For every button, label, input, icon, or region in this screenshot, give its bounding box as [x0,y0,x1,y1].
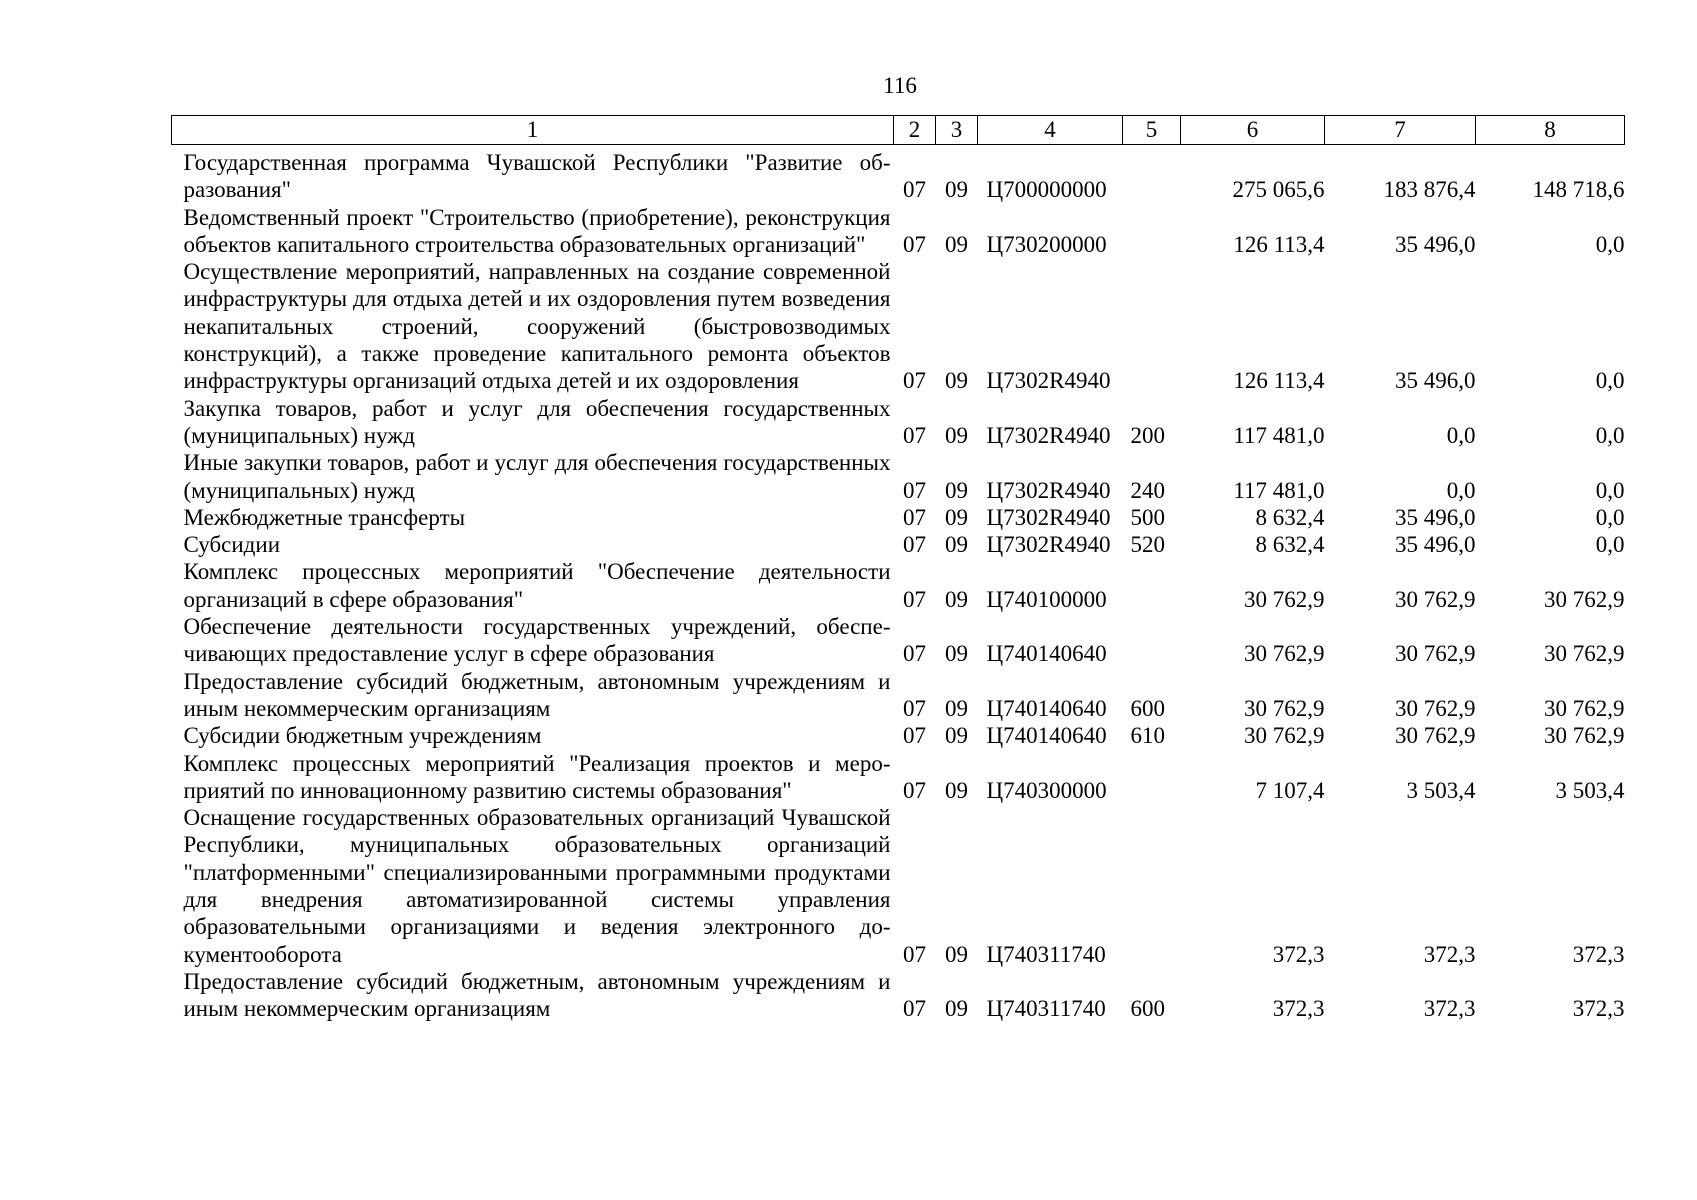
row-subsection-code: 09 [945,422,968,448]
row-amount-col-7: 0,0 [1446,422,1476,448]
row-amount-col-6: 372,3 [1272,941,1325,967]
table-row [172,204,1625,259]
table-row [172,145,1625,204]
row-description: Субсидии [183,532,281,558]
row-amount-col-8: 0,0 [1595,422,1625,448]
row-amount-col-8: 0,0 [1595,504,1625,530]
row-description: Межбюджетные трансферты [183,504,466,530]
row-amount-col-7: 35 496,0 [1395,532,1476,558]
row-expense-type [1123,258,1181,394]
row-section-code: 07 [903,368,926,394]
table-row [172,968,1625,1023]
row-section-code: 07 [903,695,926,721]
row-amount-col-7: 183 876,4 [1383,177,1476,203]
row-target-article: Ц7302R4940 [986,477,1111,503]
row-section-code: 07 [903,941,926,967]
row-target-article: Ц7302R4940 [986,504,1111,530]
row-target-article: Ц740300000 [986,777,1107,803]
row-target-article: Ц740140640 [986,641,1107,667]
row-amount-col-8: 0,0 [1595,477,1625,503]
row-section-code: 07 [903,586,926,612]
row-expense-type: 500 [1130,504,1165,530]
row-amount-col-7: 0,0 [1446,477,1476,503]
row-target-article: Ц740140640 [986,695,1107,721]
table-row [172,750,1625,805]
row-target-article: Ц7302R4940 [986,368,1111,394]
header-row [172,116,1625,145]
row-amount-col-8: 148 718,6 [1532,177,1625,203]
row-target-article: Ц740311740 [986,996,1106,1022]
row-expense-type: 200 [1130,422,1165,448]
row-expense-type: 520 [1130,532,1165,558]
row-expense-type: 600 [1130,996,1165,1022]
row-amount-col-7: 35 496,0 [1395,368,1476,394]
row-amount-col-7: 30 762,9 [1395,695,1476,721]
row-description: Оснащение государственных образовательных организаций Чувашской Республики, муниципальных образовательных организаций "платформенными" специализированными программными продуктами для внедрения автоматизированной системы управления образовательными организациями и ведения электронного документооборота [183,805,891,967]
row-amount-col-6: 8 632,4 [1255,504,1325,530]
row-amount-col-8: 3 503,4 [1555,777,1625,803]
row-description: Субсидии бюджетным учреждениям [183,723,542,749]
row-description: Ведомственный проект "Строительство (приобретение), реконструкция объектов капитального строительства образовательных организаций" [183,204,891,257]
row-amount-col-8: 30 762,9 [1544,586,1625,612]
row-section-code: 07 [903,996,926,1022]
header-col-1: 1 [172,116,894,145]
row-amount-col-7: 372,3 [1423,941,1476,967]
row-amount-col-8: 30 762,9 [1544,695,1625,721]
header-col-3: 3 [936,116,978,145]
row-amount-col-6: 117 481,0 [1233,422,1325,448]
row-expense-type: 600 [1130,695,1165,721]
header-col-6: 6 [1181,116,1325,145]
row-subsection-code: 09 [945,777,968,803]
row-subsection-code: 09 [945,368,968,394]
table-row [172,449,1625,504]
row-amount-col-6: 275 065,6 [1232,177,1325,203]
row-description: Закупка товаров, работ и услуг для обеспечения государственных (муниципальных) нужд [183,395,891,448]
row-subsection-code: 09 [945,477,968,503]
row-description: Государственная программа Чувашской Республики "Развитие образования" [183,150,891,203]
table-row [172,395,1625,450]
row-expense-type [1123,613,1181,668]
row-subsection-code: 09 [945,641,968,667]
page-number: 116 [883,73,917,98]
row-expense-type [1123,804,1181,968]
row-description: Предоставление субсидий бюджетным, автономным учреждениям и иным некоммерческим организациям [183,968,891,1022]
row-amount-col-6: 117 481,0 [1233,477,1325,503]
row-description: Комплекс процессных мероприятий "Обеспечение деятельности организаций в сфере образования" [183,559,891,612]
row-amount-col-6: 372,3 [1272,996,1325,1022]
row-description: Осуществление мероприятий, направленных на создание современной инфраструктуры для отдыха детей и их оздоровления путем возведения некапитальных строений, сооружений (быстровозводимых конструкций), а также проведение капитального ремонта объектов инфраструктуры организаций отдыха детей и их оздоровления [183,259,891,394]
row-subsection-code: 09 [945,177,968,203]
row-expense-type [1123,750,1181,805]
table-row [172,504,1625,531]
row-amount-col-8: 372,3 [1572,996,1625,1022]
row-description: Комплекс процессных мероприятий "Реализация проектов и мероприятий по инновационному развитию системы образования" [183,750,891,803]
row-subsection-code: 09 [945,695,968,721]
header-col-7: 7 [1325,116,1476,145]
row-section-code: 07 [903,177,926,203]
row-subsection-code: 09 [945,532,968,558]
row-description: Обеспечение деятельности государственных учреждений, обеспечивающих предоставление услуг в сфере образования [183,614,891,667]
row-subsection-code: 09 [945,996,968,1022]
header-col-8: 8 [1476,116,1625,145]
row-section-code: 07 [903,477,926,503]
row-target-article: Ц7302R4940 [986,422,1111,448]
row-amount-col-6: 30 762,9 [1244,586,1325,612]
table-row [172,531,1625,558]
row-amount-col-6: 30 762,9 [1244,641,1325,667]
row-section-code: 07 [903,777,926,803]
row-amount-col-6: 30 762,9 [1244,695,1325,721]
header-col-5: 5 [1123,116,1181,145]
row-amount-col-6: 126 113,4 [1233,368,1325,394]
row-target-article: Ц740311740 [986,941,1106,967]
row-target-article: Ц730200000 [986,231,1107,257]
table-row [172,558,1625,613]
table-body [172,145,1625,1023]
row-amount-col-6: 30 762,9 [1244,723,1325,749]
row-description: Иные закупки товаров, работ и услуг для обеспечения государственных (муниципальных) нужд [183,450,891,503]
header-col-4: 4 [978,116,1123,145]
row-amount-col-8: 0,0 [1595,532,1625,558]
table-row [172,668,1625,723]
table-row [172,258,1625,394]
row-amount-col-7: 30 762,9 [1395,586,1476,612]
row-amount-col-6: 7 107,4 [1255,777,1325,803]
row-amount-col-8: 0,0 [1595,231,1625,257]
row-section-code: 07 [903,723,926,749]
row-target-article: Ц740140640 [986,723,1107,749]
row-amount-col-7: 30 762,9 [1395,641,1476,667]
table-row [172,804,1625,968]
row-expense-type [1123,558,1181,613]
row-section-code: 07 [903,641,926,667]
row-amount-col-6: 8 632,4 [1255,532,1325,558]
row-section-code: 07 [903,422,926,448]
table-header [172,116,1625,145]
row-expense-type: 240 [1130,477,1165,503]
table-row [172,722,1625,749]
row-subsection-code: 09 [945,723,968,749]
row-amount-col-8: 30 762,9 [1544,641,1625,667]
row-section-code: 07 [903,231,926,257]
row-amount-col-7: 35 496,0 [1395,504,1476,530]
row-expense-type: 610 [1130,723,1165,749]
row-subsection-code: 09 [945,231,968,257]
row-amount-col-6: 126 113,4 [1233,231,1325,257]
row-amount-col-8: 372,3 [1572,941,1625,967]
row-amount-col-7: 30 762,9 [1395,723,1476,749]
table-row [172,613,1625,668]
row-target-article: Ц740100000 [986,586,1107,612]
row-subsection-code: 09 [945,941,968,967]
row-section-code: 07 [903,532,926,558]
row-expense-type [1123,204,1181,259]
row-amount-col-7: 372,3 [1423,996,1476,1022]
row-amount-col-7: 35 496,0 [1395,231,1476,257]
row-description: Предоставление субсидий бюджетным, автономным учреждениям и иным некоммерческим организациям [183,668,891,721]
row-target-article: Ц7302R4940 [986,532,1111,558]
header-col-2: 2 [894,116,936,145]
row-amount-col-7: 3 503,4 [1406,777,1476,803]
row-section-code: 07 [903,504,926,530]
budget-table [171,115,1625,1023]
row-expense-type [1123,145,1181,204]
row-amount-col-8: 30 762,9 [1544,723,1625,749]
row-amount-col-8: 0,0 [1595,368,1625,394]
row-target-article: Ц700000000 [986,177,1107,203]
row-subsection-code: 09 [945,586,968,612]
row-subsection-code: 09 [945,504,968,530]
